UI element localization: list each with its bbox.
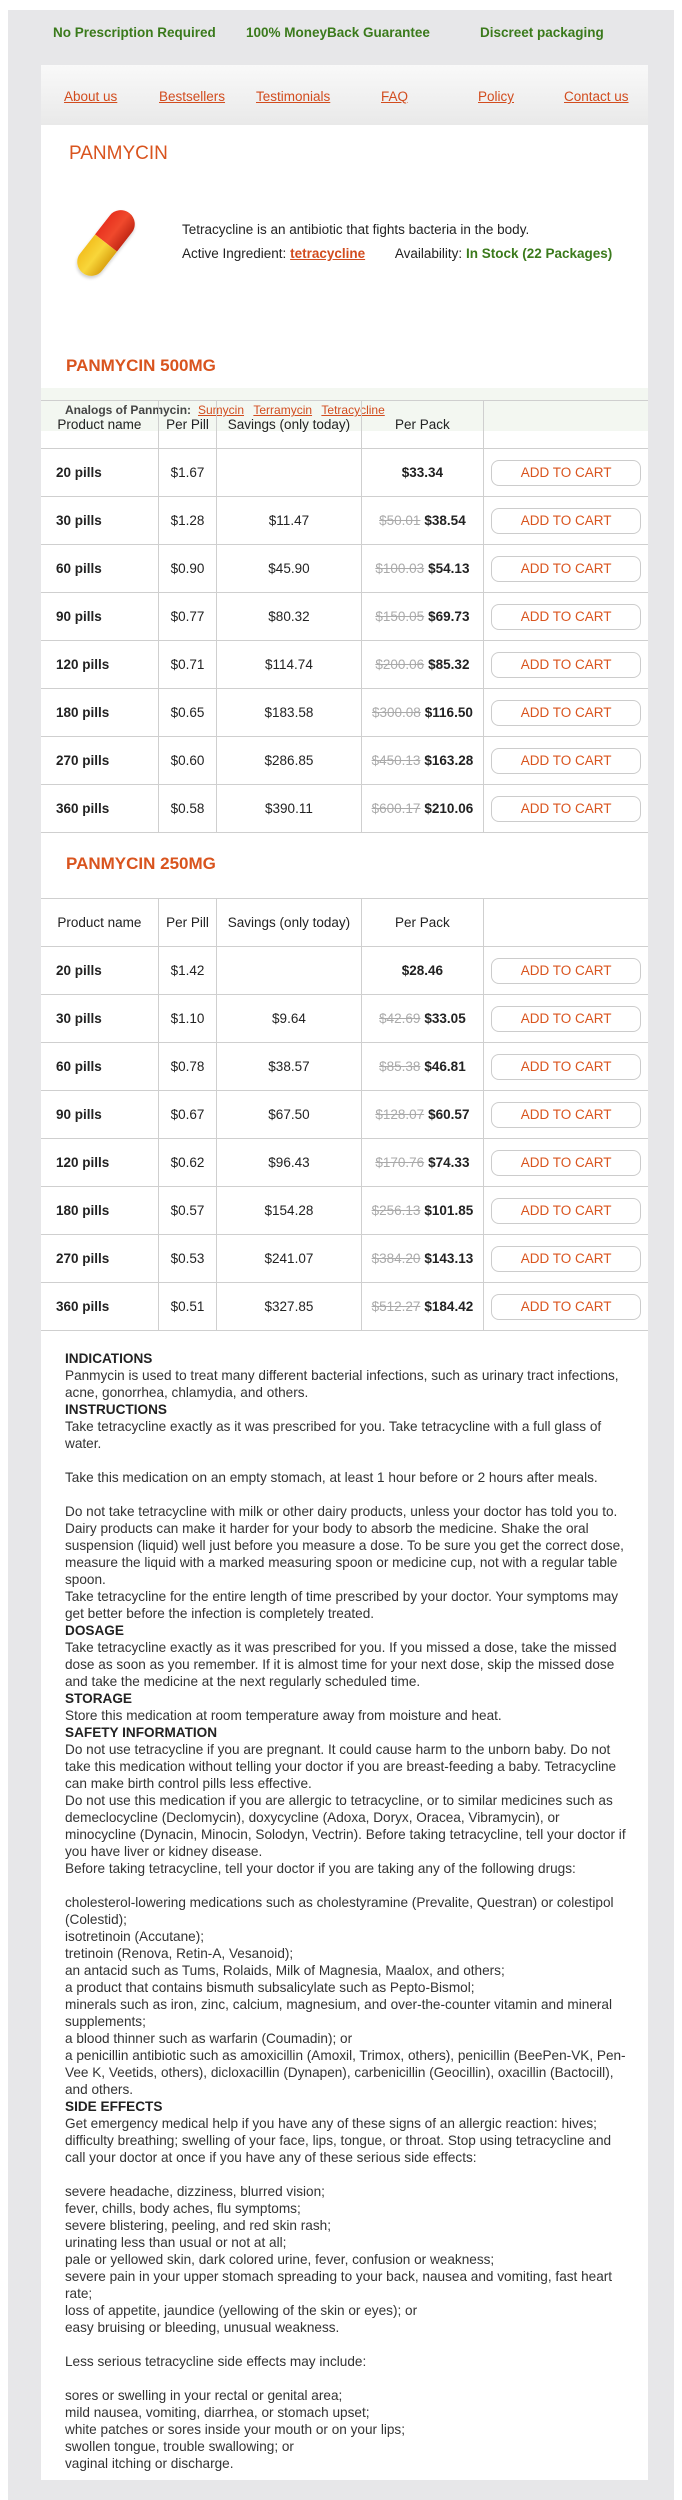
info-paragraph: swollen tongue, trouble swallowing; or bbox=[65, 2439, 294, 2454]
info-paragraph: Do not use tetracycline if you are pregnant. It could cause harm to the unborn baby. Do not take this medication without telling your doctor if you are breast-feeding a baby. Tetracycline can make birth control pills less effective. bbox=[65, 1742, 617, 1791]
column-header: Savings (only today) bbox=[217, 899, 361, 947]
info-paragraph: white patches or sores inside your mouth or on your lips; bbox=[65, 2422, 406, 2437]
savings: $9.64 bbox=[217, 995, 361, 1043]
discounted-price: $54.13 bbox=[428, 561, 470, 576]
nav-testimonials[interactable]: Testimonials bbox=[256, 89, 331, 104]
table-row bbox=[41, 1283, 648, 1331]
cart-cell bbox=[484, 995, 648, 1043]
table-header-row bbox=[41, 401, 648, 449]
pack-size: 60 pills bbox=[41, 545, 158, 593]
savings: $183.58 bbox=[217, 689, 361, 737]
per-pack-price bbox=[361, 737, 484, 785]
info-paragraph: Less serious tetracycline side effects may include: bbox=[65, 2354, 367, 2369]
add-to-cart-button[interactable]: ADD TO CART bbox=[491, 700, 641, 726]
cart-cell bbox=[484, 785, 648, 833]
pack-size: 120 pills bbox=[41, 641, 158, 689]
discounted-price: $74.33 bbox=[428, 1155, 470, 1170]
cart-cell bbox=[484, 1043, 648, 1091]
add-to-cart-button[interactable]: ADD TO CART bbox=[491, 460, 641, 486]
column-header bbox=[484, 899, 648, 947]
column-header bbox=[484, 401, 648, 449]
per-pill-price: $1.67 bbox=[158, 449, 217, 497]
pack-size: 30 pills bbox=[41, 995, 158, 1043]
savings: $96.43 bbox=[217, 1139, 361, 1187]
original-price: $256.13 bbox=[371, 1203, 421, 1218]
savings: $286.85 bbox=[217, 737, 361, 785]
nav-policy[interactable]: Policy bbox=[478, 89, 515, 104]
per-pack-price bbox=[361, 785, 484, 833]
pack-size: 30 pills bbox=[41, 497, 158, 545]
per-pack-price bbox=[361, 449, 484, 497]
add-to-cart-button[interactable]: ADD TO CART bbox=[491, 748, 641, 774]
pack-size: 90 pills bbox=[41, 593, 158, 641]
discounted-price: $143.13 bbox=[424, 1251, 474, 1266]
info-paragraph: fever, chills, body aches, flu symptoms; bbox=[65, 2201, 301, 2216]
cart-cell bbox=[484, 1187, 648, 1235]
per-pill-price: $0.71 bbox=[158, 641, 217, 689]
info-section-heading: STORAGE bbox=[65, 1691, 132, 1706]
pack-size: 180 pills bbox=[41, 689, 158, 737]
table-header-row bbox=[41, 899, 648, 947]
capsule-icon bbox=[74, 207, 140, 277]
discounted-price: $163.28 bbox=[424, 753, 474, 768]
original-price: $85.38 bbox=[379, 1059, 421, 1074]
per-pill-price: $0.60 bbox=[158, 737, 217, 785]
cart-cell bbox=[484, 641, 648, 689]
info-paragraph: an antacid such as Tums, Rolaids, Milk of Magnesia, Maalox, and others; bbox=[65, 1963, 505, 1978]
column-header: Product name bbox=[41, 401, 158, 449]
info-section-heading: SIDE EFFECTS bbox=[65, 2099, 163, 2114]
table-row bbox=[41, 449, 648, 497]
analog-link-terramycin[interactable]: Terramycin bbox=[253, 403, 313, 417]
nav-bestsellers[interactable]: Bestsellers bbox=[159, 89, 226, 104]
info-paragraph: mild nausea, vomiting, diarrhea, or stomach upset; bbox=[65, 2405, 370, 2420]
per-pill-price: $0.51 bbox=[158, 1283, 217, 1331]
discounted-price: $33.05 bbox=[424, 1011, 466, 1026]
per-pill-price: $1.10 bbox=[158, 995, 217, 1043]
savings bbox=[217, 449, 361, 497]
original-price: $600.17 bbox=[371, 801, 421, 816]
pack-size: 120 pills bbox=[41, 1139, 158, 1187]
add-to-cart-button[interactable]: ADD TO CART bbox=[491, 796, 641, 822]
info-paragraph: sores or swelling in your rectal or genital area; bbox=[65, 2388, 343, 2403]
info-paragraph: Take tetracycline for the entire length of time prescribed by your doctor. Your symptoms may get better before the infection is completely treated. bbox=[65, 1589, 619, 1621]
info-paragraph: severe blistering, peeling, and red skin rash; bbox=[65, 2218, 331, 2233]
per-pill-price: $0.62 bbox=[158, 1139, 217, 1187]
table-row bbox=[41, 1187, 648, 1235]
savings: $45.90 bbox=[217, 545, 361, 593]
info-paragraph: severe headache, dizziness, blurred vision; bbox=[65, 2184, 325, 2199]
pack-size: 270 pills bbox=[41, 737, 158, 785]
info-section-heading: INSTRUCTIONS bbox=[65, 1402, 167, 1417]
table-row bbox=[41, 1139, 648, 1187]
original-price: $512.27 bbox=[371, 1299, 421, 1314]
analog-link-sumycin[interactable]: Sumycin bbox=[198, 403, 245, 417]
pack-size: 20 pills bbox=[41, 947, 158, 995]
info-paragraph bbox=[65, 1486, 630, 1503]
info-section-heading: SAFETY INFORMATION bbox=[65, 1725, 218, 1740]
cart-cell bbox=[484, 737, 648, 785]
column-header: Per Pill bbox=[158, 401, 217, 449]
add-to-cart-button[interactable]: ADD TO CART bbox=[491, 1054, 641, 1080]
discounted-price: $85.32 bbox=[428, 657, 470, 672]
info-paragraph: a blood thinner such as warfarin (Coumadin); or bbox=[65, 2031, 353, 2046]
drug-information bbox=[65, 1350, 630, 2472]
availability-label: Availability: bbox=[394, 246, 463, 261]
add-to-cart-button[interactable]: ADD TO CART bbox=[491, 556, 641, 582]
info-paragraph: a product that contains bismuth subsalicylate such as Pepto-Bismol; bbox=[65, 1980, 475, 1995]
product-title: PANMYCIN bbox=[69, 143, 168, 164]
original-price: $42.69 bbox=[379, 1011, 421, 1026]
original-price: $50.01 bbox=[379, 513, 421, 528]
description-text: Tetracycline is an antibiotic that fights bacteria in the body. bbox=[182, 222, 530, 237]
pack-size: 360 pills bbox=[41, 1283, 158, 1331]
original-price: $100.03 bbox=[375, 561, 425, 576]
table-row bbox=[41, 1091, 648, 1139]
price-table-500mg bbox=[41, 400, 648, 833]
cart-cell bbox=[484, 1139, 648, 1187]
nav-contact-us[interactable]: Contact us bbox=[564, 89, 629, 104]
per-pill-price: $0.67 bbox=[158, 1091, 217, 1139]
info-paragraph: loss of appetite, jaundice (yellowing of the skin or eyes); or bbox=[65, 2303, 418, 2318]
per-pack-price bbox=[361, 1187, 484, 1235]
original-price: $128.07 bbox=[375, 1107, 425, 1122]
per-pill-price: $0.78 bbox=[158, 1043, 217, 1091]
table-row bbox=[41, 947, 648, 995]
savings: $327.85 bbox=[217, 1283, 361, 1331]
savings: $38.57 bbox=[217, 1043, 361, 1091]
discounted-price: $28.46 bbox=[401, 963, 444, 978]
cart-cell bbox=[484, 947, 648, 995]
savings bbox=[217, 947, 361, 995]
table-row bbox=[41, 1235, 648, 1283]
discounted-price: $101.85 bbox=[424, 1203, 474, 1218]
main-content bbox=[41, 125, 648, 2480]
discounted-price: $38.54 bbox=[424, 513, 466, 528]
add-to-cart-button[interactable]: ADD TO CART bbox=[491, 1150, 641, 1176]
column-header: Per Pill bbox=[158, 899, 217, 947]
pack-size: 20 pills bbox=[41, 449, 158, 497]
info-paragraph: Panmycin is used to treat many different bacterial infections, such as urinary tract infections, acne, gonorrhea, chlamydia, and others. bbox=[65, 1368, 619, 1400]
info-paragraph: isotretinoin (Accutane); bbox=[65, 1929, 205, 1944]
info-paragraph bbox=[65, 1877, 630, 1894]
per-pack-price bbox=[361, 545, 484, 593]
analog-link-tetracycline[interactable]: Tetracycline bbox=[321, 403, 385, 417]
pack-size: 60 pills bbox=[41, 1043, 158, 1091]
discounted-price: $116.50 bbox=[424, 705, 473, 720]
info-paragraph: Before taking tetracycline, tell your doctor if you are taking any of the following drugs: bbox=[65, 1861, 576, 1876]
cart-cell bbox=[484, 1091, 648, 1139]
info-paragraph: minerals such as iron, zinc, calcium, magnesium, and over-the-counter vitamin and mineral supplements; bbox=[65, 1997, 613, 2029]
info-paragraph: Do not use this medication if you are allergic to tetracycline, or to similar medicines such as demeclocycline (Declomycin), doxycycline (Adoxa, Doryx, Oracea, Vibramycin), or minocycline (Dynacin, Minocin, Solodyn, Vectrin). Before taking tetracycline, tell your doctor if you have liver or kidney disease. bbox=[65, 1793, 626, 1859]
per-pill-price: $0.77 bbox=[158, 593, 217, 641]
info-paragraph: easy bruising or bleeding, unusual weakness. bbox=[65, 2320, 340, 2335]
table-row bbox=[41, 689, 648, 737]
per-pack-price bbox=[361, 497, 484, 545]
table-row bbox=[41, 1043, 648, 1091]
info-paragraph bbox=[65, 2336, 630, 2353]
cart-cell bbox=[484, 545, 648, 593]
add-to-cart-button[interactable]: ADD TO CART bbox=[491, 1102, 641, 1128]
per-pack-price bbox=[361, 1283, 484, 1331]
active-ingredient-label: Active Ingredient: bbox=[182, 246, 287, 261]
per-pill-price: $0.57 bbox=[158, 1187, 217, 1235]
pack-size: 90 pills bbox=[41, 1091, 158, 1139]
pack-size: 180 pills bbox=[41, 1187, 158, 1235]
cart-cell bbox=[484, 1283, 648, 1331]
column-header: Per Pack bbox=[361, 401, 484, 449]
benefit-discreet-packaging: Discreet packaging bbox=[480, 25, 604, 40]
original-price: $450.13 bbox=[371, 753, 421, 768]
info-paragraph bbox=[65, 2370, 630, 2387]
cart-cell bbox=[484, 497, 648, 545]
savings: $154.28 bbox=[217, 1187, 361, 1235]
discounted-price: $184.42 bbox=[424, 1299, 474, 1314]
discounted-price: $46.81 bbox=[424, 1059, 466, 1074]
add-to-cart-button[interactable]: ADD TO CART bbox=[491, 1006, 641, 1032]
original-price: $200.06 bbox=[375, 657, 425, 672]
add-to-cart-button[interactable]: ADD TO CART bbox=[491, 1198, 641, 1224]
column-header: Product name bbox=[41, 899, 158, 947]
original-price: $300.08 bbox=[371, 705, 421, 720]
info-paragraph: urinating less than usual or not at all; bbox=[65, 2235, 287, 2250]
per-pack-price bbox=[361, 593, 484, 641]
per-pack-price bbox=[361, 947, 484, 995]
table-row bbox=[41, 545, 648, 593]
cart-cell bbox=[484, 593, 648, 641]
savings: $241.07 bbox=[217, 1235, 361, 1283]
top-benefits-bar bbox=[0, 25, 682, 49]
table-row bbox=[41, 785, 648, 833]
column-header: Savings (only today) bbox=[217, 401, 361, 449]
per-pack-price bbox=[361, 1235, 484, 1283]
active-ingredient-link[interactable]: tetracycline bbox=[290, 246, 366, 261]
per-pack-price bbox=[361, 641, 484, 689]
savings: $390.11 bbox=[217, 785, 361, 833]
discounted-price: $60.57 bbox=[428, 1107, 470, 1122]
add-to-cart-button[interactable]: ADD TO CART bbox=[491, 508, 641, 534]
info-paragraph: severe pain in your upper stomach spreading to your back, nausea and vomiting, fast heart rate; bbox=[65, 2269, 613, 2301]
info-paragraph: Take tetracycline exactly as it was prescribed for you. Take tetracycline with a full glass of water. bbox=[65, 1419, 602, 1451]
add-to-cart-button[interactable]: ADD TO CART bbox=[491, 1294, 641, 1320]
per-pack-price bbox=[361, 1139, 484, 1187]
savings: $67.50 bbox=[217, 1091, 361, 1139]
info-section-heading: INDICATIONS bbox=[65, 1351, 153, 1366]
pack-size: 360 pills bbox=[41, 785, 158, 833]
table-row bbox=[41, 995, 648, 1043]
info-section-heading: DOSAGE bbox=[65, 1623, 124, 1638]
cart-cell bbox=[484, 449, 648, 497]
pack-size: 270 pills bbox=[41, 1235, 158, 1283]
per-pack-price bbox=[361, 689, 484, 737]
per-pill-price: $0.53 bbox=[158, 1235, 217, 1283]
savings: $11.47 bbox=[217, 497, 361, 545]
availability-status: In Stock (22 Packages) bbox=[465, 246, 613, 261]
original-price: $170.76 bbox=[375, 1155, 425, 1170]
original-price: $384.20 bbox=[371, 1251, 421, 1266]
per-pack-price bbox=[361, 995, 484, 1043]
main-nav bbox=[41, 65, 648, 125]
discounted-price: $33.34 bbox=[401, 465, 444, 480]
info-paragraph bbox=[65, 1452, 630, 1469]
per-pill-price: $1.42 bbox=[158, 947, 217, 995]
savings: $114.74 bbox=[217, 641, 361, 689]
per-pill-price: $0.58 bbox=[158, 785, 217, 833]
add-to-cart-button[interactable]: ADD TO CART bbox=[491, 958, 641, 984]
add-to-cart-button[interactable]: ADD TO CART bbox=[491, 604, 641, 630]
savings: $80.32 bbox=[217, 593, 361, 641]
info-paragraph: cholesterol-lowering medications such as cholestyramine (Prevalite, Questran) or colestipol (Colestid); bbox=[65, 1895, 614, 1927]
discounted-price: $210.06 bbox=[424, 801, 474, 816]
discounted-price: $69.73 bbox=[428, 609, 470, 624]
info-paragraph: Get emergency medical help if you have any of these signs of an allergic reaction: hives; difficulty breathing; swelling of your face, lips, tongue, or throat. Stop using tetracycline and call your doctor at once if you have any of these serious side effects: bbox=[65, 2116, 612, 2165]
info-paragraph: Store this medication at room temperature away from moisture and heat. bbox=[65, 1708, 502, 1723]
product-description bbox=[182, 222, 612, 270]
analogs-label: Analogs of Panmycin: bbox=[65, 403, 192, 417]
info-paragraph: vaginal itching or discharge. bbox=[65, 2456, 234, 2471]
info-paragraph bbox=[65, 2166, 630, 2183]
table-row bbox=[41, 737, 648, 785]
per-pill-price: $1.28 bbox=[158, 497, 217, 545]
add-to-cart-button[interactable]: ADD TO CART bbox=[491, 1246, 641, 1272]
info-paragraph: Take this medication on an empty stomach, at least 1 hour before or 2 hours after meals. bbox=[65, 1470, 598, 1485]
info-paragraph: tretinoin (Renova, Retin-A, Vesanoid); bbox=[65, 1946, 294, 1961]
info-paragraph: a penicillin antibiotic such as amoxicillin (Amoxil, Trimox, others), penicillin (BeePen-VK, Pen-Vee K, Veetids, others), dicloxacillin (Dynapen), carbenicillin (Geocillin), oxacillin (Bactocill), and others. bbox=[65, 2048, 626, 2097]
info-paragraph: Do not take tetracycline with milk or other dairy products, unless your doctor has told you to. Dairy products can make it harder for your body to absorb the medicine. Shake the oral suspension (liquid) well just before you measure a dose. To be sure you get the correct dose, measure the liquid with a marked measuring spoon or medicine cup, not with a regular table spoon. bbox=[65, 1504, 624, 1587]
benefit-moneyback: 100% MoneyBack Guarantee bbox=[246, 25, 430, 40]
cart-cell bbox=[484, 1235, 648, 1283]
per-pill-price: $0.90 bbox=[158, 545, 217, 593]
column-header: Per Pack bbox=[361, 899, 484, 947]
table-row bbox=[41, 641, 648, 689]
benefit-no-prescription: No Prescription Required bbox=[53, 25, 216, 40]
nav-about-us[interactable]: About us bbox=[64, 89, 118, 104]
per-pack-price bbox=[361, 1043, 484, 1091]
add-to-cart-button[interactable]: ADD TO CART bbox=[491, 652, 641, 678]
original-price: $150.05 bbox=[375, 609, 425, 624]
per-pack-price bbox=[361, 1091, 484, 1139]
info-paragraph: pale or yellowed skin, dark colored urine, fever, confusion or weakness; bbox=[65, 2252, 495, 2267]
nav-faq[interactable]: FAQ bbox=[381, 89, 409, 104]
section-title-250mg: PANMYCIN 250MG bbox=[66, 854, 216, 873]
section-title-500mg: PANMYCIN 500MG bbox=[66, 356, 216, 375]
cart-cell bbox=[484, 689, 648, 737]
per-pill-price: $0.65 bbox=[158, 689, 217, 737]
price-table-250mg bbox=[41, 898, 648, 1331]
table-row bbox=[41, 497, 648, 545]
info-paragraph: Take tetracycline exactly as it was prescribed for you. If you missed a dose, take the missed dose as soon as you remember. If it is almost time for your next dose, skip the missed dose and take the medicine at the next regularly scheduled time. bbox=[65, 1640, 617, 1689]
table-row bbox=[41, 593, 648, 641]
